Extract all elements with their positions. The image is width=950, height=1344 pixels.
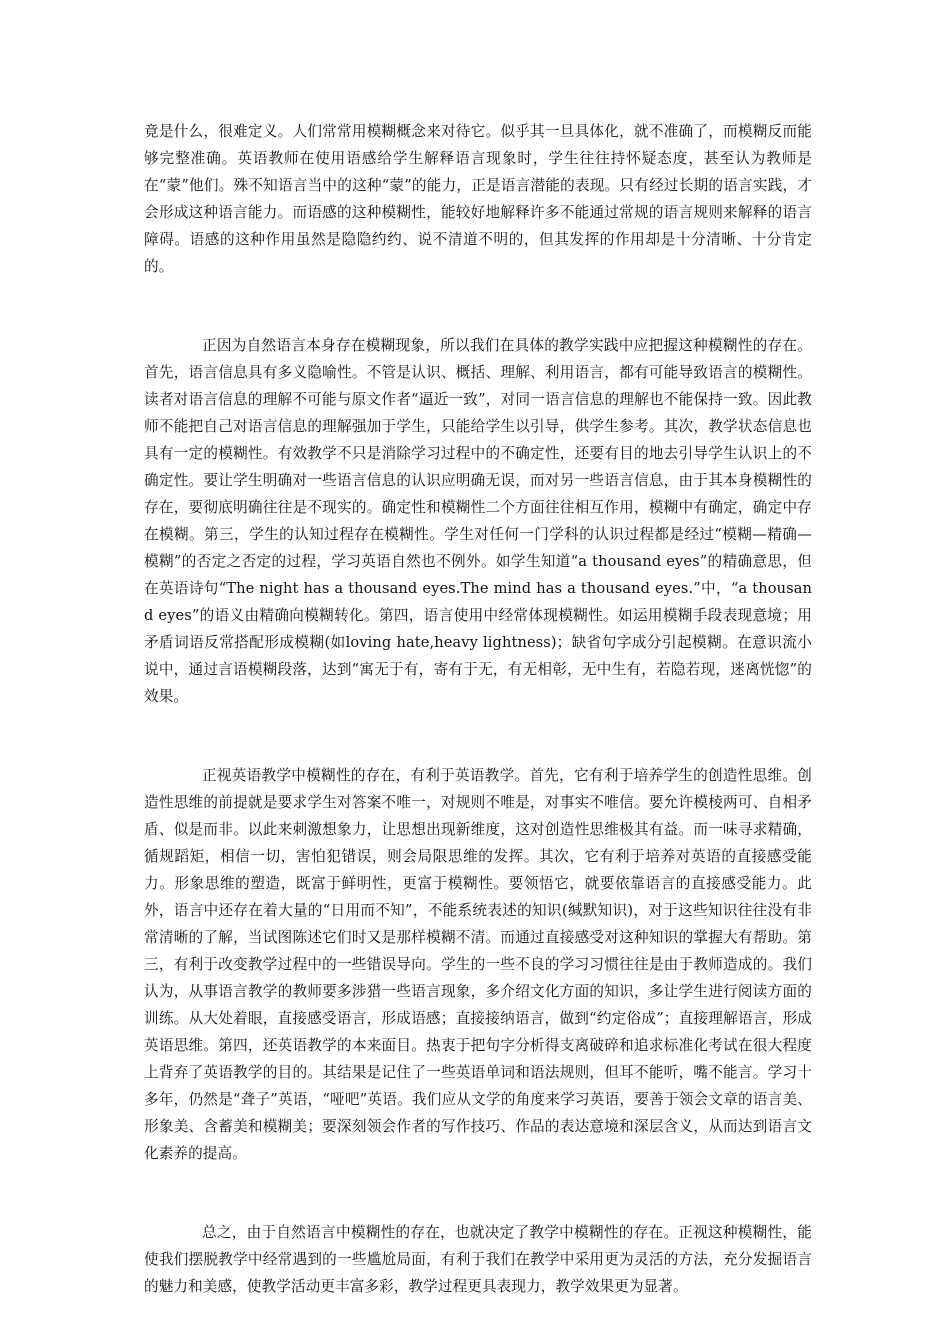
paragraph-spacer (144, 710, 812, 762)
paragraph-spacer (144, 1167, 812, 1219)
paragraph-continuation: 竟是什么，很难定义。人们常常用模糊概念来对待它。似乎其一旦具体化，就不准确了，而模糊反而能够完整准确。英语教师在使用语感给学生解释语言现象时，学生往往持怀疑态度，甚至认为教师是在“蒙”他们。殊不知语言当中的这种“蒙”的能力，正是语言潜能的表现。只有经过长期的语言实践，才会形成这种语言能力。而语感的这种模糊性，能较好地解释许多不能通过常规的语言规则来解释的语言障碍。语感的这种作用虽然是隐隐约约、说不清道不明的，但其发挥的作用却是十分清晰、十分肯定的。 (144, 123, 812, 275)
paragraph-spacer (144, 280, 812, 332)
document-body (144, 118, 812, 1300)
paragraph-fuzziness-in-teaching: 正因为自然语言本身存在模糊现象，所以我们在具体的教学实践中应把握这种模糊性的存在。首先，语言信息具有多义隐喻性。不管是认识、概括、理解、利用语言，都有可能导致语言的模糊性。读者对语言信息的理解不可能与原文作者“逼近一致”，对同一语言信息的理解也不能保持一致。因此教师不能把自己对语言信息的理解强加于学生，只能给学生以引导，供学生参考。其次，教学状态信息也具有一定的模糊性。有效教学不只是消除学习过程中的不确定性，还要有目的地去引导学生认识上的不确定性。要让学生明确对一些语言信息的认识应明确无误，而对另一些语言信息，由于其本身模糊性的存在，要彻底明确往往是不现实的。确定性和模糊性二个方面往往相互作用，模糊中有确定，确定中存在模糊。第三，学生的认知过程存在模糊性。学生对任何一门学科的认识过程都是经过“模糊—精确—模糊”的否定之否定的过程，学习英语自然也不例外。如学生知道“a thousand eyes”的精确意思，但在英语诗句“The night has a thousand eyes.The mind has a thousand eyes.”中，“a thousand eyes”的语义由精确向模糊转化。第四，语言使用中经常体现模糊性。如运用模糊手段表现意境；用矛盾词语反常搭配形成模糊(如loving hate,heavy lightness)；缺省句字成分引起模糊。在意识流小说中，通过言语模糊段落，达到“寓无于有，寄有于无，有无相彰，无中生有，若隐若现，迷离恍惚”的效果。 (144, 337, 812, 705)
paragraph-benefits: 正视英语教学中模糊性的存在，有利于英语教学。首先，它有利于培养学生的创造性思维。创造性思维的前提就是要求学生对答案不唯一，对规则不唯是，对事实不唯信。要允许模棱两可、自相矛盾、似是而非。以此来刺激想象力，让思想出现新维度，这对创造性思维极其有益。而一味寻求精确，循规蹈矩，相信一切，害怕犯错误，则会局限思维的发挥。其次，它有利于培养对英语的直接感受能力。形象思维的塑造，既富于鲜明性，更富于模糊性。要领悟它，就要依靠语言的直接感受能力。此外，语言中还存在着大量的“日用而不知”，不能系统表述的知识(缄默知识)，对于这些知识往往没有非常清晰的了解，当试图陈述它们时又是那样模糊不清。而通过直接感受对这种知识的掌握大有帮助。第三，有利于改变教学过程中的一些错误导向。学生的一些不良的学习习惯往往是由于教师造成的。我们认为，从事语言教学的教师要多涉猎一些语言现象，多介绍文化方面的知识，多让学生进行阅读方面的训练。从大处着眼，直接感受语言，形成语感；直接接纳语言，做到“约定俗成”；直接理解语言，形成英语思维。第四，还英语教学的本来面目。热衷于把句字分析得支离破碎和追求标准化考试在很大程度上背弃了英语教学的目的。其结果是记住了一些英语单词和语法规则，但耳不能听，嘴不能言。学习十多年，仍然是“聋子”英语，“哑吧”英语。我们应从文学的角度来学习英语，要善于领会文章的语言美、形象美、含蓄美和模糊美；要深刻领会作者的写作技巧、作品的表达意境和深层含义，从而达到语言文化素养的提高。 (144, 767, 812, 1162)
paragraph-conclusion: 总之，由于自然语言中模糊性的存在，也就决定了教学中模糊性的存在。正视这种模糊性，能使我们摆脱教学中经常遇到的一些尴尬局面，有利于我们在教学中采用更为灵活的方法，充分发掘语言的魅力和美感，使教学活动更丰富多彩，教学过程更具表现力，教学效果更为显著。 (144, 1224, 812, 1295)
